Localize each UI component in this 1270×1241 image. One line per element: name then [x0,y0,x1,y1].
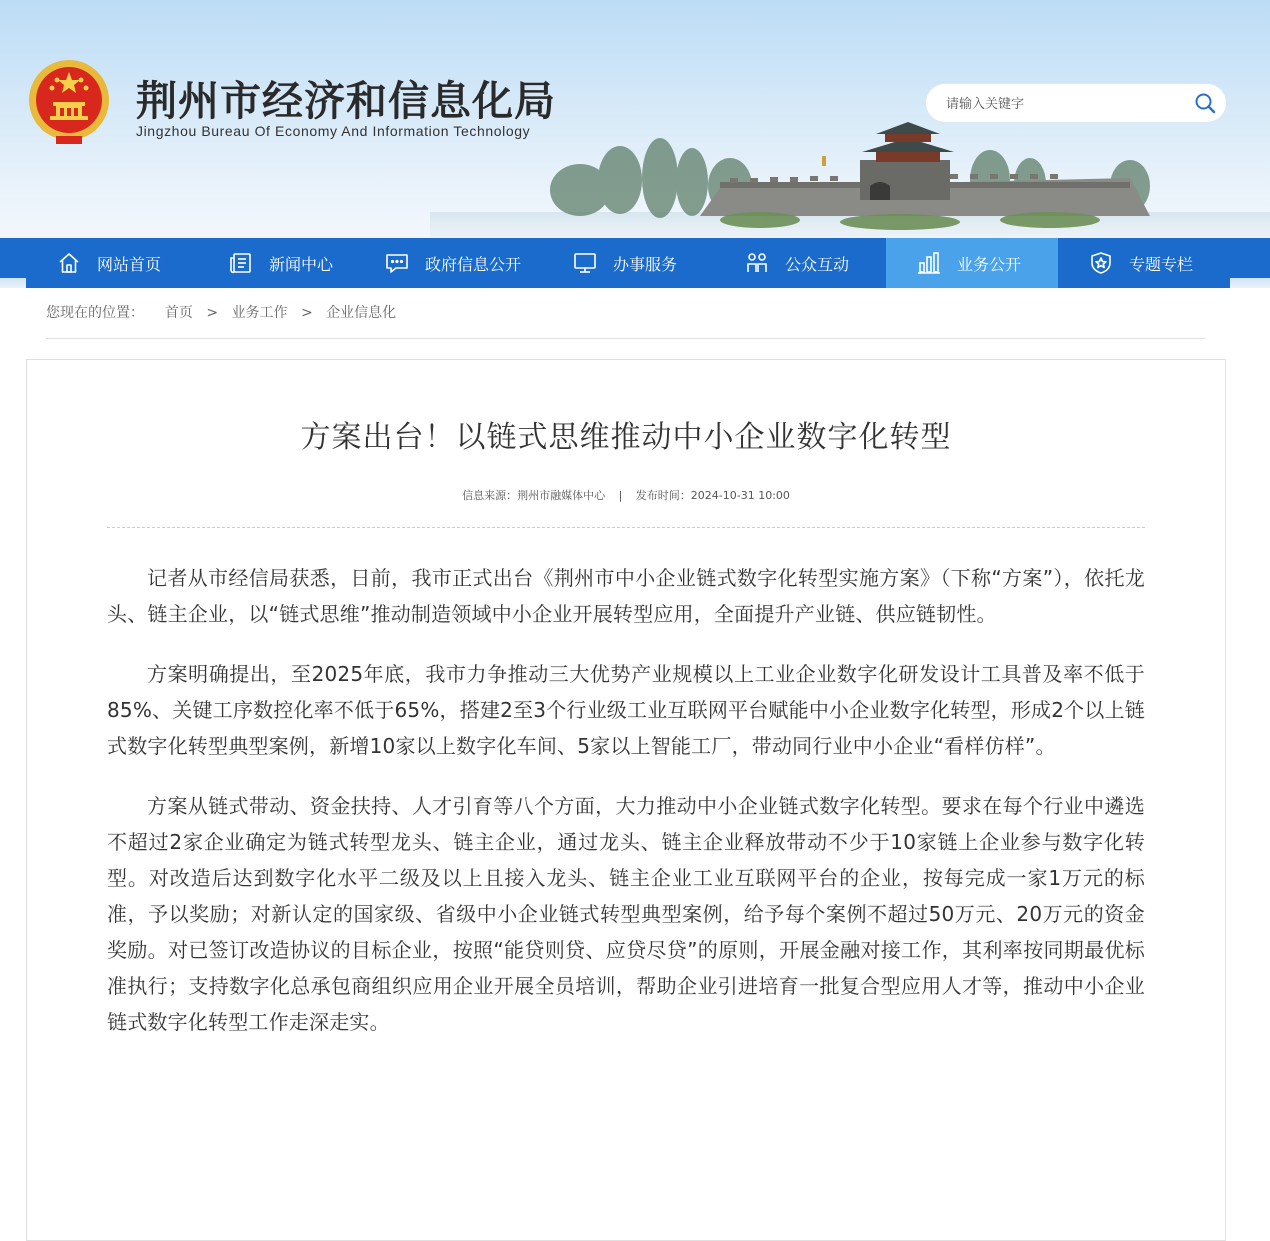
article-paragraph: 方案明确提出，至2025年底，我市力争推动三大优势产业规模以上工业企业数字化研发设计工具普及率不低于85%、关键工序数控化率不低于65%，搭建2至3个行业级工业互联网平台赋能中小企业数字化转型，形成2个以上链式数字化转型典型案例，新增10家以上数字化车间、5家以上智能工厂，带动同行业中小企业“看样仿样”。 [107,662,1145,758]
home-icon [57,251,81,275]
breadcrumb-home-link[interactable]: 首页 [164,305,193,321]
meta-separator: | [618,489,623,502]
nav-label: 专题专栏 [1128,254,1193,274]
nav-label: 新闻中心 [268,254,333,274]
nav-bar [26,238,1230,288]
nav-item-business[interactable] [886,238,1058,288]
nav-item-home[interactable] [26,238,198,288]
message-icon [385,251,409,275]
search-input[interactable] [944,92,1188,116]
news-icon [229,251,253,275]
article-title: 方案出台！以链式思维推动中小企业数字化转型 [300,420,952,455]
breadcrumb-business-link[interactable]: 业务工作 [231,305,288,321]
article-paragraph: 记者从市经信局获悉，日前，我市正式出台《荆州市中小企业链式数字化转型实施方案》（下称“方案”），依托龙头、链主企业，以“链式思维”推动制造领域中小企业开展转型应用，全面提升产业链、供应链韧性。 [107,566,1145,626]
site-title: 荆州市经济和信息化局 [136,77,556,125]
article-body [107,560,1145,1064]
article-divider [107,527,1145,528]
shield-star-icon [1089,251,1113,275]
breadcrumb-current-link[interactable]: 企业信息化 [326,305,397,321]
nav-label: 公众互动 [784,254,849,274]
site-subtitle: Jingzhou Bureau Of Economy And Information Technology [136,123,531,139]
nav-item-interaction[interactable] [714,238,886,288]
nav-item-gov-info[interactable] [370,238,542,288]
article-card [26,359,1226,1241]
search-box [926,84,1226,122]
national-emblem-icon [26,58,112,150]
search-icon[interactable] [1194,92,1216,114]
nav-label: 政府信息公开 [424,254,521,274]
breadcrumb-separator: > [206,305,219,321]
people-icon [745,251,769,275]
nav-label: 网站首页 [96,254,161,274]
article-date: 发布时间：2024-10-31 10:00 [635,489,790,502]
nav-label: 办事服务 [612,254,677,274]
main-navbar [0,238,1270,288]
bar-chart-icon [917,251,941,275]
nav-label: 业务公开 [956,254,1021,274]
nav-item-services[interactable] [542,238,714,288]
nav-item-special[interactable] [1058,238,1230,288]
city-wall-scenery [430,120,1270,238]
site-header [0,0,1270,238]
article-meta [27,487,1225,503]
breadcrumb [46,302,1206,339]
breadcrumb-separator: > [301,305,313,321]
monitor-icon [573,251,597,275]
breadcrumb-prefix: 您现在的位置： [46,305,144,321]
article-source: 信息来源：荆州市融媒体中心 [462,489,606,502]
article-paragraph: 方案从链式带动、资金扶持、人才引育等八个方面，大力推动中小企业链式数字化转型。要求在每个行业中遴选不超过2家企业确定为链式转型龙头、链主企业，通过龙头、链主企业释放带动不少于10家链上企业参与数字化转型。对改造后达到数字化水平二级及以上且接入龙头、链主企业工业互联网平台的企业，按每完成一家1万元的标准，予以奖励；对新认定的国家级、省级中小企业链式转型典型案例，给予每个案例不超过50万元、20万元的资金奖励。对已签订改造协议的目标企业，按照“能贷则贷、应贷尽贷”的原则，开展金融对接工作，其利率按同期最优标准执行；支持数字化总承包商组织应用企业开展全员培训，帮助企业引进培育一批复合型应用人才等，推动中小企业链式数字化转型工作走深走实。 [107,794,1145,1034]
nav-item-news[interactable] [198,238,370,288]
